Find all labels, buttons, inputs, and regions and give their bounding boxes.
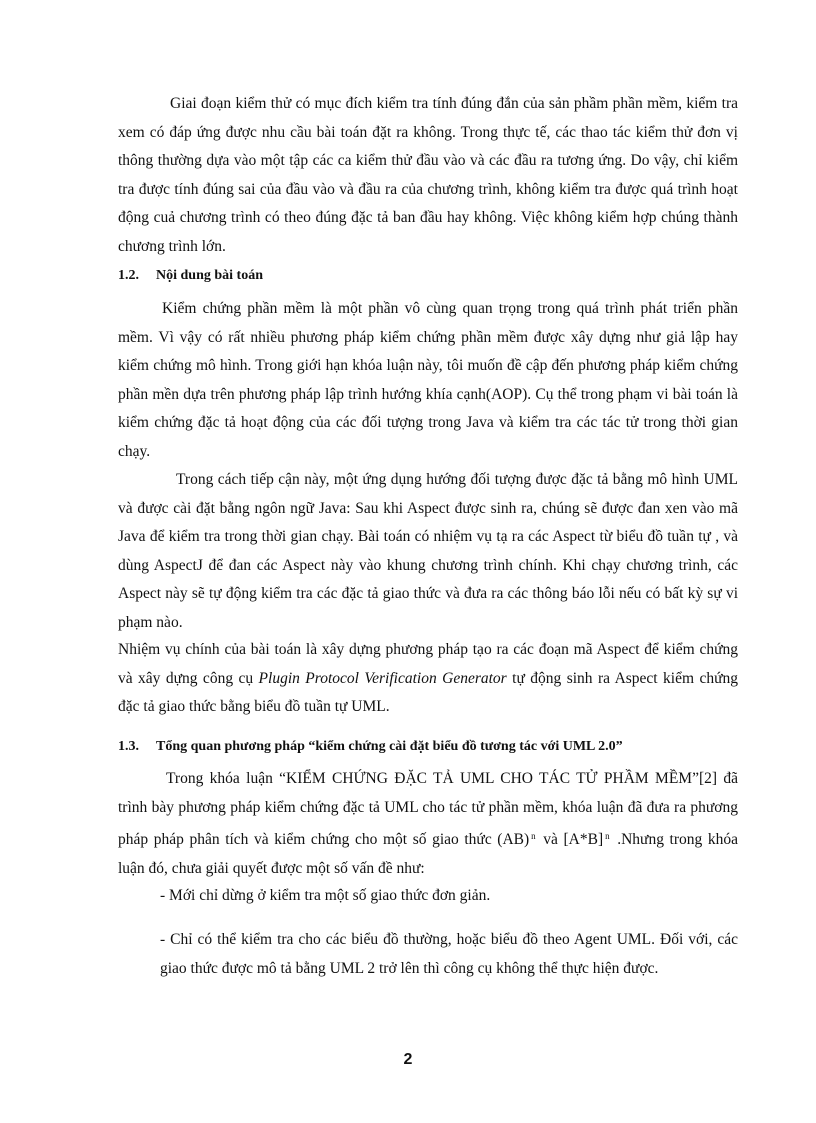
bullet-item: - Mới chỉ dừng ở kiểm tra một số giao thức đơn giản. <box>160 887 491 904</box>
heading-section-1-2 <box>118 266 758 286</box>
paragraph-overview <box>118 765 738 883</box>
paragraph-approach: Trong cách tiếp cận này, một ứng dụng hướng đối tượng được đặc tả bằng mô hình UML và được cài đặt bằng ngôn ngữ Java: Sau khi Aspect được sinh ra, chúng sẽ được đan xen vào mã Java để kiểm tra trong thời gian chạy. Bài toán có nhiệm vụ tạ ra các Aspect từ biểu đồ tuần tự , và dùng AspectJ để đan các Aspect này vào khung chương trình chính. Khi chạy chương trình, các Aspect này sẽ tự động kiểm tra các đặc tả giao thức và đưa ra các thông báo lỗi nếu có bất kỳ sự vi phạm nào. <box>118 471 738 631</box>
heading-section-1-3 <box>118 737 758 757</box>
paragraph-problem-content: Kiểm chứng phần mềm là một phần vô cùng quan trọng trong quá trình phát triển phần mềm. Vì vậy có rất nhiều phương pháp kiểm chứng phần mềm được xây dựng như giả lập hay kiểm chứng mô hình. Trong giới hạn khóa luận này, tôi muốn đề cập đến phương pháp kiểm chứng phần mền dựa trên phương pháp lập trình hướng khía cạnh(AOP). Cụ thể trong phạm vi bài toán là kiểm chứng đặc tả hoạt động của các đối tượng trong Java và kiểm tra các tác tử trong thời gian chạy. <box>118 300 738 460</box>
bullet-item: - Chỉ có thể kiểm tra cho các biểu đồ thường, hoặc biểu đồ theo Agent UML. Đối với, các giao thức được mô tả bằng UML 2 trở lên thì công cụ không thể thực hiện được. <box>160 931 738 977</box>
heading-number: 1.2. <box>118 268 139 283</box>
heading-title: Tổng quan phương pháp “kiểm chứng cài đặt biểu đồ tương tác với UML 2.0” <box>156 739 623 754</box>
overview-text-end: .Nhưng trong khóa luận đó, chưa giải quyết được một số vấn đề như: <box>118 831 738 877</box>
tool-name: Plugin Protocol Verification Generator <box>258 669 507 687</box>
paragraph-main-task <box>118 636 738 722</box>
main-task-text-start: Nhiệm vụ chính của bài toán là xây dựng phương pháp tạo ra các đoạn mã Aspect để kiểm chứng và xây dựng công cụ <box>118 641 738 687</box>
superscript-n: n <box>605 831 610 842</box>
overview-text: Trong khóa luận “KIỂM CHỨNG ĐẶC TẢ UML CHO TÁC TỬ PHẦM MỀM”[2] đã trình bày phương pháp kiểm chứng đặc tả UML cho tác tử phần mềm, khóa luận đã đưa ra phương pháp pháp phân tích và kiểm chứng cho một số giao thức (AB) <box>118 770 738 849</box>
page-number: 2 <box>403 1051 413 1068</box>
superscript-n: n <box>531 831 536 842</box>
heading-title: Nội dung bài toán <box>156 268 263 283</box>
main-task-text-end: tự động sinh ra Aspect kiểm chứng đặc tả giao thức bằng biểu đồ tuần tự UML. <box>118 669 738 716</box>
heading-number: 1.3. <box>118 739 139 754</box>
paragraph-testing-phase: Giai đoạn kiểm thử có mục đích kiểm tra tính đúng đắn của sản phầm phần mềm, kiểm tra xem có đáp ứng được nhu cầu bài toán đặt ra không. Trong thực tế, các thao tác kiểm thử đơn vị thông thường dựa vào một tập các ca kiểm thử đầu vào và các đầu ra tương ứng. Do vậy, chỉ kiểm tra được tính đúng sai của đầu vào và đầu ra của chương trình, không kiểm tra được quá trình hoạt động cuả chương trình có theo đúng đặc tả ban đầu hay không. Việc không kiểm hợp chúng thành chương trình lớn. <box>118 95 738 255</box>
overview-text-mid: và [A*B] <box>537 831 604 849</box>
